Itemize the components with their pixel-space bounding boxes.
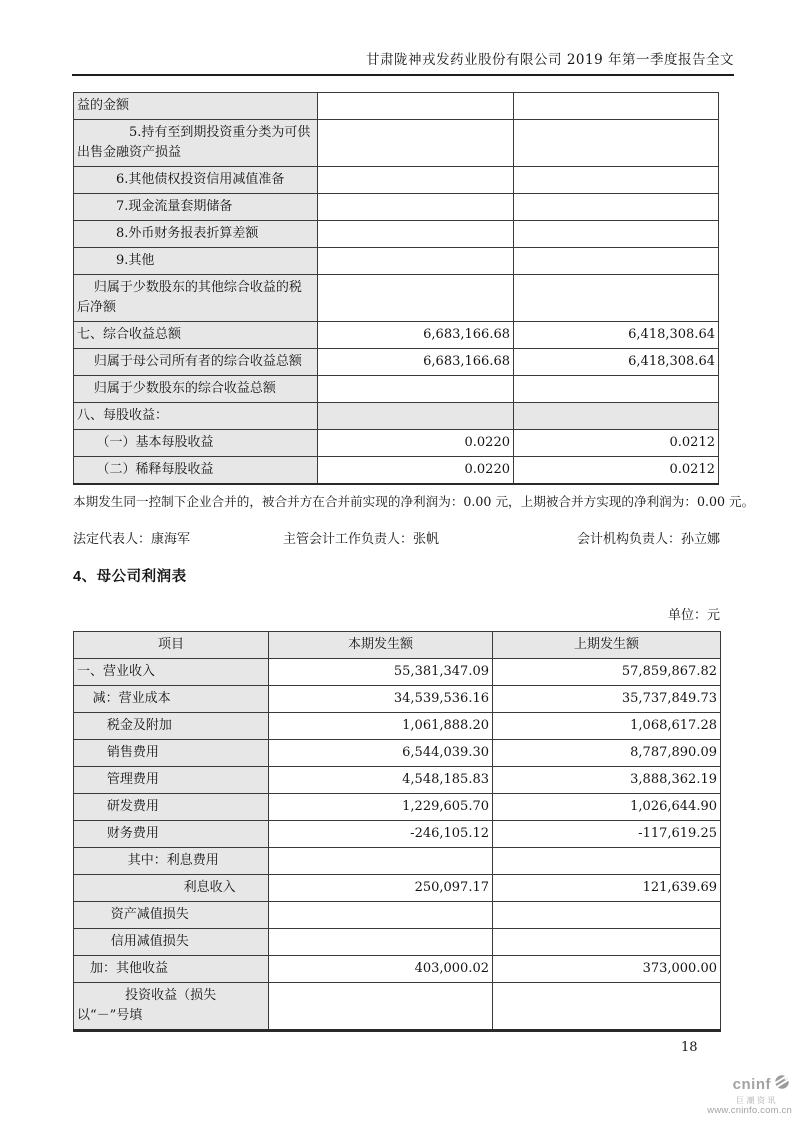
previous-period-cell: 1,068,617.28: [493, 713, 721, 740]
row-label-cell: 8.外币财务报表折算差额: [74, 221, 318, 248]
row-label-cell: 投资收益（损失以“－”号填: [74, 983, 269, 1031]
row-label-cell: （一）基本每股收益: [74, 430, 318, 457]
previous-period-cell: [514, 376, 719, 403]
current-period-cell: 6,544,039.30: [269, 740, 493, 767]
table-row: [74, 659, 721, 686]
table-row: [74, 275, 719, 322]
previous-period-cell: [514, 248, 719, 275]
previous-period-cell: [514, 275, 719, 322]
table-row: [74, 929, 721, 956]
current-period-cell: 6,683,166.68: [318, 322, 514, 349]
column-header: 项目: [74, 632, 269, 659]
table-row: [74, 983, 721, 1031]
previous-period-cell: 57,859,867.82: [493, 659, 721, 686]
current-period-cell: 1,061,888.20: [269, 713, 493, 740]
table-row: [74, 794, 721, 821]
parent-income-table-head: [74, 632, 721, 659]
previous-period-cell: 373,000.00: [493, 956, 721, 983]
current-period-cell: [318, 376, 514, 403]
cninfo-swoosh-icon: [772, 1073, 792, 1096]
previous-period-cell: [514, 120, 719, 167]
cninfo-chinese-name: 巨潮资讯: [736, 1096, 778, 1106]
row-label-cell: 利息收入: [74, 875, 269, 902]
row-label-cell: 销售费用: [74, 740, 269, 767]
current-period-cell: [318, 248, 514, 275]
row-label-cell: 八、每股收益：: [74, 403, 318, 430]
row-label-cell: 减：营业成本: [74, 686, 269, 713]
accounting-org-head: 会计机构负责人：孙立娜: [576, 532, 720, 547]
current-period-cell: 1,229,605.70: [269, 794, 493, 821]
table-row: [74, 902, 721, 929]
table-row: [74, 349, 719, 376]
current-period-cell: 250,097.17: [269, 875, 493, 902]
merger-note: 本期发生同一控制下企业合并的，被合并方在合并前实现的净利润为：0.00 元，上期被合并方实现的净利润为：0.00 元。: [73, 494, 755, 509]
previous-period-cell: 6,418,308.64: [514, 349, 719, 376]
cninfo-url: www.cninfo.com.cn: [707, 1104, 792, 1116]
current-period-cell: [318, 194, 514, 221]
page-header-title: 甘肃陇神戎发药业股份有限公司 2019 年第一季度报告全文: [72, 48, 734, 76]
previous-period-cell: [493, 848, 721, 875]
table-row: [74, 956, 721, 983]
row-label-cell: 益的金额: [74, 93, 318, 120]
table-row: [74, 120, 719, 167]
parent-income-table-body: [74, 659, 721, 1031]
current-period-cell: 6,683,166.68: [318, 349, 514, 376]
row-label-cell: 归属于少数股东的其他综合收益的税后净额: [74, 275, 318, 322]
comprehensive-income-table: [73, 92, 719, 485]
current-period-cell: [269, 929, 493, 956]
previous-period-cell: 35,737,849.73: [493, 686, 721, 713]
table-row: [74, 248, 719, 275]
table-row: [74, 713, 721, 740]
page-number: 18: [681, 1040, 698, 1055]
table-row: [74, 767, 721, 794]
table-row: [74, 430, 719, 457]
current-period-cell: 403,000.02: [269, 956, 493, 983]
cninfo-logo: [698, 1073, 792, 1117]
current-period-cell: [318, 167, 514, 194]
previous-period-cell: [514, 93, 719, 120]
previous-period-cell: [493, 902, 721, 929]
row-label-cell: 管理费用: [74, 767, 269, 794]
row-label-cell: 其中：利息费用: [74, 848, 269, 875]
table-row: [74, 221, 719, 248]
table-row: [74, 848, 721, 875]
row-label-cell: 七、综合收益总额: [74, 322, 318, 349]
section-title: 4、母公司利润表: [73, 569, 187, 585]
signatories-row: [73, 528, 720, 546]
row-label-cell: 加：其他收益: [74, 956, 269, 983]
table-row: [74, 875, 721, 902]
current-period-cell: [269, 983, 493, 1031]
current-period-cell: [269, 902, 493, 929]
current-period-cell: [318, 93, 514, 120]
current-period-cell: [318, 221, 514, 248]
previous-period-cell: 121,639.69: [493, 875, 721, 902]
column-header: 本期发生额: [269, 632, 493, 659]
row-label-cell: 6.其他债权投资信用减值准备: [74, 167, 318, 194]
previous-period-cell: [514, 221, 719, 248]
row-label-cell: 一、营业收入: [74, 659, 269, 686]
current-period-cell: [318, 403, 514, 430]
row-label-cell: 7.现金流量套期储备: [74, 194, 318, 221]
current-period-cell: [318, 120, 514, 167]
comprehensive-income-table-body: [74, 93, 719, 485]
current-period-cell: 0.0220: [318, 457, 514, 485]
current-period-cell: [269, 848, 493, 875]
table-row: [74, 322, 719, 349]
accounting-head: 主管会计工作负责人：张帆: [283, 532, 440, 547]
previous-period-cell: 3,888,362.19: [493, 767, 721, 794]
current-period-cell: -246,105.12: [269, 821, 493, 848]
table-row: [74, 740, 721, 767]
legal-representative: 法定代表人：康海军: [73, 532, 191, 547]
row-label-cell: 研发费用: [74, 794, 269, 821]
previous-period-cell: [514, 194, 719, 221]
row-label-cell: 资产减值损失: [74, 902, 269, 929]
cninfo-logo-top: [698, 1073, 792, 1096]
current-period-cell: 55,381,347.09: [269, 659, 493, 686]
previous-period-cell: [514, 403, 719, 430]
table-row: [74, 93, 719, 120]
row-label-cell: （二）稀释每股收益: [74, 457, 318, 485]
current-period-cell: [318, 275, 514, 322]
previous-period-cell: 8,787,890.09: [493, 740, 721, 767]
row-label-cell: 信用减值损失: [74, 929, 269, 956]
table-row: [74, 821, 721, 848]
table-row: [74, 167, 719, 194]
previous-period-cell: [493, 983, 721, 1031]
table-row: [74, 686, 721, 713]
current-period-cell: 34,539,536.16: [269, 686, 493, 713]
row-label-cell: 9.其他: [74, 248, 318, 275]
current-period-cell: 0.0220: [318, 430, 514, 457]
row-label-cell: 税金及附加: [74, 713, 269, 740]
previous-period-cell: 0.0212: [514, 430, 719, 457]
row-label-cell: 归属于少数股东的综合收益总额: [74, 376, 318, 403]
previous-period-cell: 6,418,308.64: [514, 322, 719, 349]
parent-income-table: [73, 631, 721, 1032]
previous-period-cell: 0.0212: [514, 457, 719, 485]
table-header-row: [74, 632, 721, 659]
row-label-cell: 归属于母公司所有者的综合收益总额: [74, 349, 318, 376]
previous-period-cell: [514, 167, 719, 194]
row-label-cell: 5.持有至到期投资重分类为可供出售金融资产损益: [74, 120, 318, 167]
table-row: [74, 376, 719, 403]
current-period-cell: 4,548,185.83: [269, 767, 493, 794]
table-row: [74, 403, 719, 430]
table-row: [74, 457, 719, 485]
previous-period-cell: 1,026,644.90: [493, 794, 721, 821]
unit-label: 单位：元: [667, 608, 720, 623]
previous-period-cell: -117,619.25: [493, 821, 721, 848]
column-header: 上期发生额: [493, 632, 721, 659]
cninfo-brand-text: cninf: [732, 1076, 771, 1094]
table-row: [74, 194, 719, 221]
row-label-cell: 财务费用: [74, 821, 269, 848]
previous-period-cell: [493, 929, 721, 956]
